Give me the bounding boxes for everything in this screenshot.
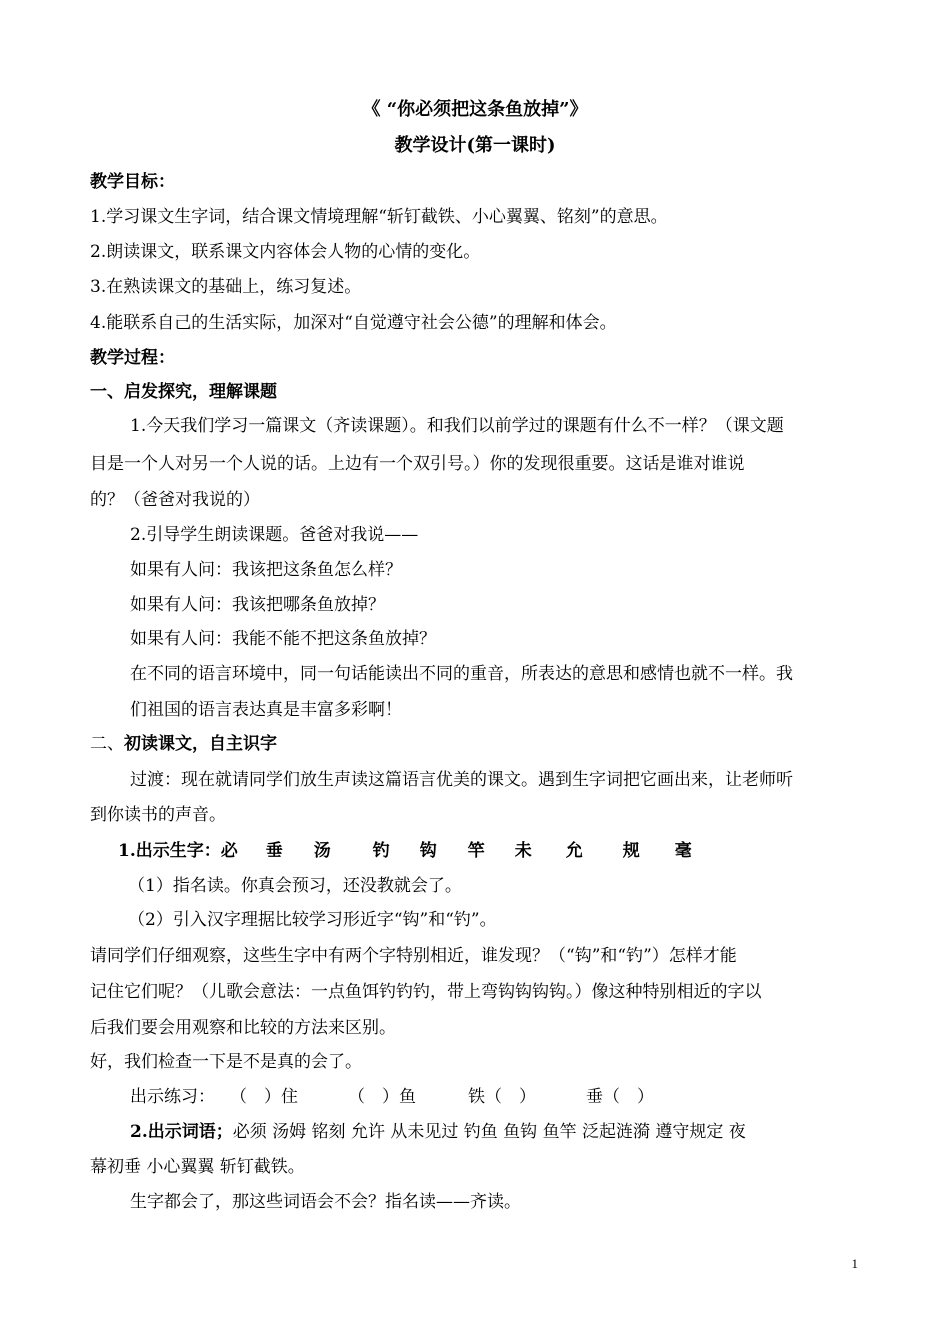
character: 未 bbox=[514, 841, 532, 861]
question-line: 如果有人问：我该把哪条鱼放掉？ bbox=[130, 595, 385, 615]
question-line: 如果有人问：我该把这条鱼怎么样？ bbox=[130, 560, 402, 580]
paragraph-line: 生字都会了，那这些词语会不会？指名读——齐读。 bbox=[130, 1192, 521, 1212]
paragraph-line: 到你读书的声音。 bbox=[90, 805, 226, 825]
paragraph-line: 目是一个人对另一个人说的话。上边有一个双引号。）你的发现很重要。这话是谁对谁说 bbox=[90, 454, 745, 474]
character: 垂 bbox=[265, 841, 283, 861]
goals-heading: 教学目标： bbox=[90, 172, 175, 192]
character: 钩 bbox=[419, 841, 437, 861]
section2-heading-text: 初读课文，自主识字 bbox=[124, 734, 277, 754]
exercise-item: （ ）鱼 bbox=[348, 1087, 416, 1107]
document-subtitle: 教学设计(第一课时) bbox=[394, 135, 556, 156]
paragraph-line: 过渡：现在就请同学们放生声读这篇语言优美的课文。遇到生字词把它画出来，让老师听 bbox=[130, 770, 793, 790]
paragraph-line: 1.今天我们学习一篇课文（齐读课题）。和我们以前学过的课题有什么不一样？（课文题 bbox=[130, 416, 784, 436]
character: 汤 bbox=[313, 841, 331, 861]
section2-heading-prefix: 二、 bbox=[90, 734, 124, 754]
words-row bbox=[130, 1122, 746, 1142]
character: 规 bbox=[622, 841, 640, 861]
process-heading: 教学过程： bbox=[90, 348, 175, 368]
paragraph-line: 的？（爸爸对我说的） bbox=[90, 490, 260, 510]
paragraph-line: 好，我们检查一下是不是真的会了。 bbox=[90, 1052, 362, 1072]
paragraph-line: 在不同的语言环境中，同一句话能读出不同的重音，所表达的意思和感情也就不一样。我 bbox=[130, 664, 793, 684]
exercise-item: 铁（ ） bbox=[468, 1087, 536, 1107]
section1-heading: 一、启发探究，理解课题 bbox=[90, 382, 277, 402]
document-title: 《 “你必须把这条鱼放掉”》 bbox=[362, 99, 588, 120]
page-number: 1 bbox=[851, 1256, 858, 1271]
step-line: （2）引入汉字理据比较学习形近字“钩”和“钓”。 bbox=[128, 910, 497, 930]
paragraph-line: 2.引导学生朗读课题。爸爸对我说—— bbox=[130, 525, 419, 545]
exercise-label: 出示练习： bbox=[130, 1087, 215, 1107]
paragraph-line: 记住它们呢？（儿歌会意法：一点鱼饵钓钓钓，带上弯钩钩钩钩。）像这种特别相近的字以 bbox=[90, 982, 762, 1002]
words-label: 2.出示词语； bbox=[130, 1122, 233, 1142]
step-line: （1）指名读。你真会预习，还没教就会了。 bbox=[128, 876, 462, 896]
exercise-item: （ ）住 bbox=[230, 1087, 298, 1107]
section2-heading bbox=[90, 734, 277, 754]
new-characters-row bbox=[118, 841, 723, 861]
goal-item: 1.学习课文生字词，结合课文情境理解“斩钉截铁、小心翼翼、铭刻”的意思。 bbox=[90, 207, 668, 227]
paragraph-line: 幕初垂 小心翼翼 斩钉截铁。 bbox=[90, 1157, 305, 1177]
paragraph-line: 后我们要会用观察和比较的方法来区别。 bbox=[90, 1018, 396, 1038]
goal-item: 4.能联系自己的生活实际，加深对“自觉遵守社会公德”的理解和体会。 bbox=[90, 313, 617, 333]
exercise-row bbox=[130, 1087, 654, 1107]
words-list: 必须 汤姆 铭刻 允许 从未见过 钓鱼 鱼钩 鱼竿 泛起涟漪 遵守规定 夜 bbox=[232, 1122, 746, 1142]
goal-item: 3.在熟读课文的基础上，练习复述。 bbox=[90, 277, 362, 297]
paragraph-line: 们祖国的语言表达真是丰富多彩啊！ bbox=[130, 700, 402, 720]
paragraph-line: 请同学们仔细观察，这些生字中有两个字特别相近，谁发现？（“钩”和“钓”）怎样才能 bbox=[90, 946, 737, 966]
character: 钓 bbox=[372, 841, 390, 861]
goal-item: 2.朗读课文，联系课文内容体会人物的心情的变化。 bbox=[90, 242, 481, 262]
character: 必 bbox=[220, 841, 238, 861]
question-line: 如果有人问：我能不能不把这条鱼放掉？ bbox=[130, 629, 436, 649]
character: 毫 bbox=[674, 841, 692, 861]
character: 竿 bbox=[467, 841, 485, 861]
new-characters-label: 1.出示生字： bbox=[118, 841, 221, 861]
exercise-item: 垂（ ） bbox=[586, 1087, 654, 1107]
character: 允 bbox=[565, 841, 583, 861]
